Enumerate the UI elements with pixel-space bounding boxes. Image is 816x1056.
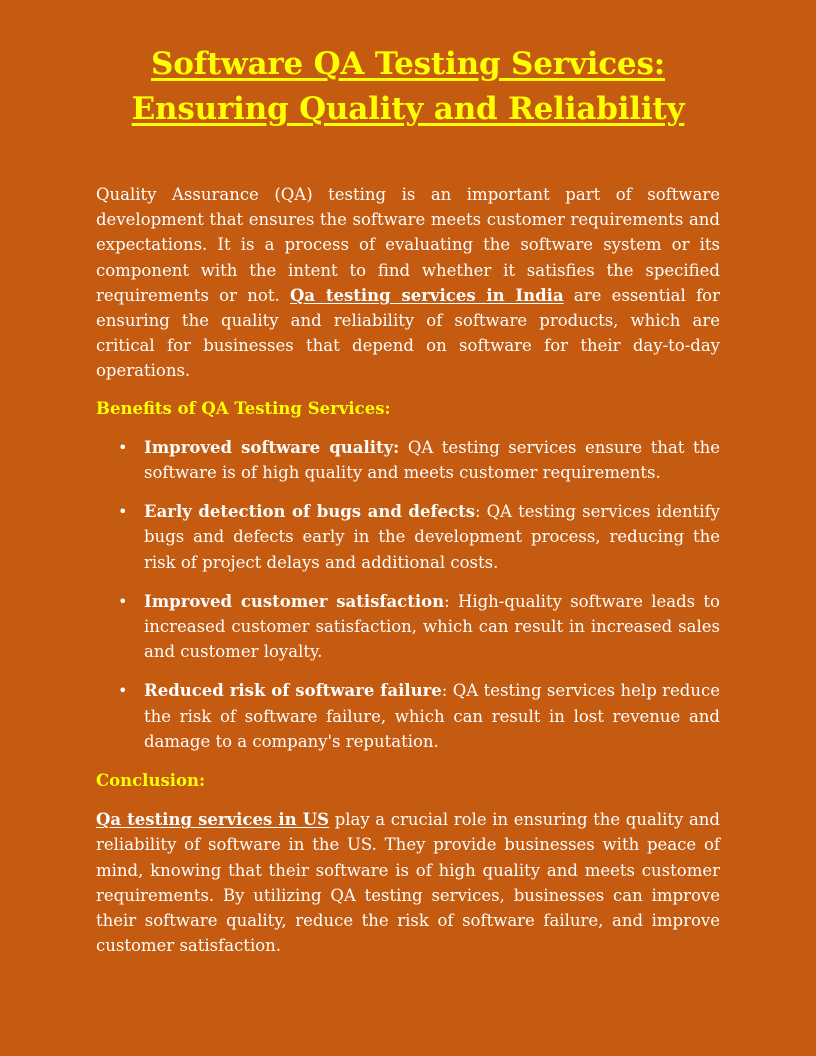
- benefit-item-reduced-risk: [96, 678, 720, 754]
- benefit-term: Reduced risk of software failure: [144, 681, 442, 701]
- benefit-text: : High-quality software leads to increased customer satisfaction, which can result in increased sales and customer loyalty.: [144, 591, 720, 662]
- benefits-list: [96, 435, 720, 754]
- benefits-heading: Benefits of QA Testing Services:: [96, 398, 391, 418]
- bullet-icon: •: [118, 502, 128, 522]
- bullet-icon: •: [118, 437, 128, 457]
- qa-us-link[interactable]: Qa testing services in US: [96, 810, 330, 830]
- title-spacer: [96, 132, 720, 182]
- qa-india-link[interactable]: Qa testing services in India: [290, 285, 564, 305]
- benefit-item-software-quality: [96, 435, 720, 485]
- benefit-text: QA testing services ensure that the software is of high quality and meets customer requirements.: [144, 437, 720, 483]
- intro-text-after: are essential for ensuring the quality and reliability of software products, which are critical for businesses that depend on software for their day-to-day operations.: [96, 285, 720, 381]
- benefit-item-early-detection: [96, 499, 720, 575]
- benefit-item-customer-satisfaction: [96, 589, 720, 665]
- benefit-term: Early detection of bugs and defects: [144, 502, 476, 522]
- conclusion-paragraph: [96, 807, 720, 958]
- intro-paragraph: [96, 182, 720, 384]
- benefit-text: : QA testing services identify bugs and defects early in the development process, reducing the risk of project delays and additional costs.: [144, 502, 720, 572]
- bullet-icon: •: [118, 591, 128, 611]
- page-title: Software QA Testing Services: Ensuring Quality and Reliability: [131, 46, 685, 127]
- bullet-icon: •: [118, 681, 128, 701]
- conclusion-text: play a crucial role in ensuring the quality and reliability of software in the US. They provide businesses with peace of mind, knowing that their software is of high quality and meets customer requirements. By utilizing QA testing services, businesses can improve their software quality, reduce the risk of software failure, and improve customer satisfaction.: [96, 810, 720, 956]
- benefit-text: : QA testing services help reduce the risk of software failure, which can result in lost revenue and damage to a company's reputation.: [144, 681, 720, 751]
- benefit-term: Improved software quality:: [144, 437, 400, 457]
- conclusion-heading: Conclusion:: [96, 771, 206, 791]
- benefit-term: Improved customer satisfaction: [144, 591, 445, 611]
- intro-text-before: Quality Assurance (QA) testing is an important part of software development that ensures the software meets customer requirements and expectations. It is a process of evaluating the software system or its component with the intent to find whether it satisfies the specified requirements or not.: [96, 185, 720, 305]
